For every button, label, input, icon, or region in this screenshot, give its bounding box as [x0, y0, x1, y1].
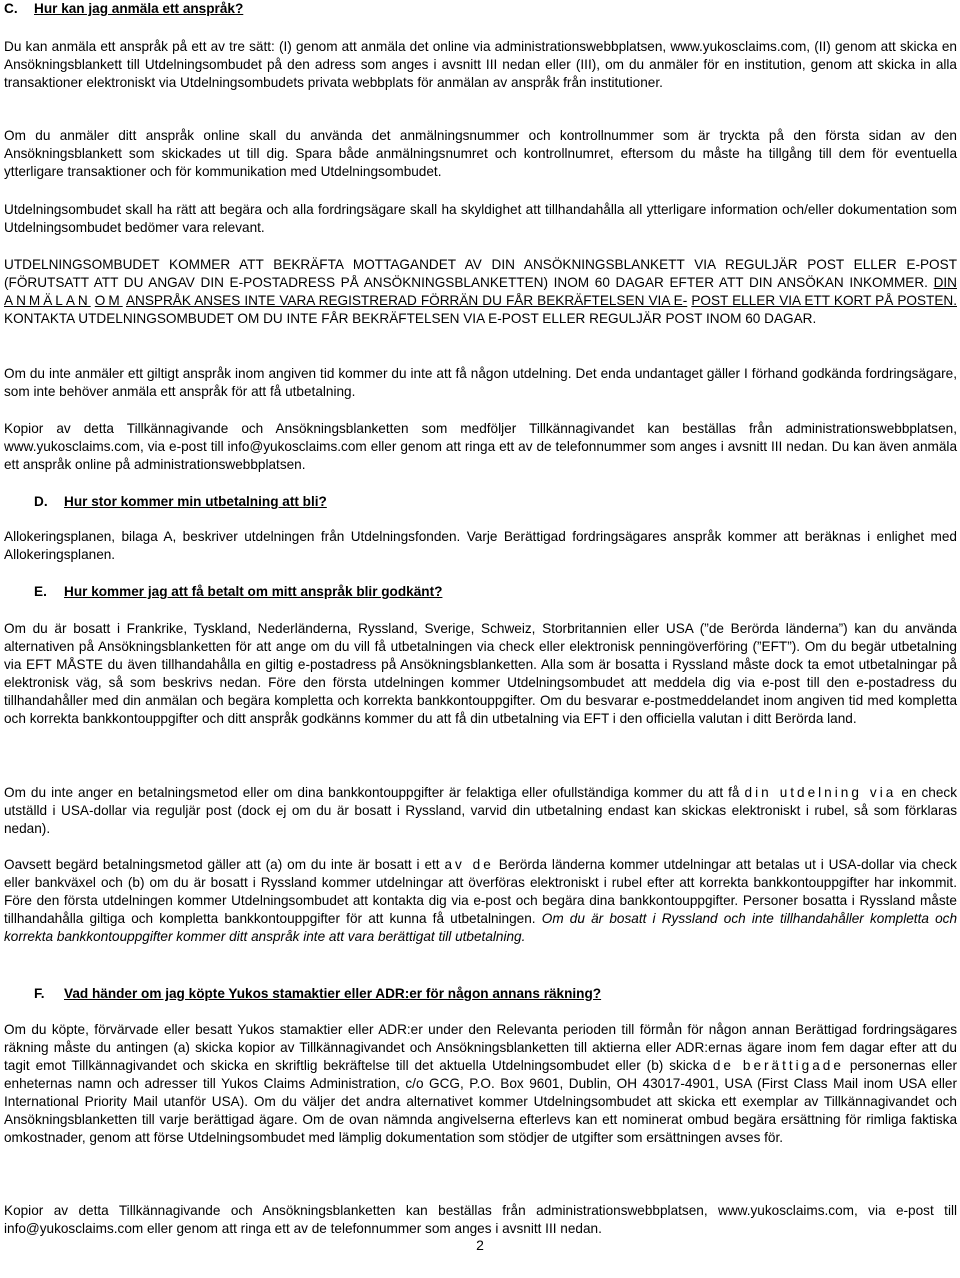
- paragraph: Du kan anmäla ett anspråk på ett av tre sätt: (I) genom att anmäla det online via administrationswebbplatsen, www.yukosclaims.com, (II) genom att skicka en Ansökningsblankett till Utdelningsombudet på den adress som anges i avsnitt III nedan eller (III), om du anmäler för en institution, genom att skicka in alla transaktioner elektroniskt via Utdelningsombudets privata webbplats för anmälan av anspråk från institutioner.: [4, 39, 957, 90]
- paragraph: Om du inte anger en betalningsmetod eller om dina bankkontouppgifter är felaktiga eller ofullständiga kommer du att få din utdelning via en check utställd i USA-dollar via reguljär post (dock ej om du är bosatt i Ryssland, varvid din utbetalning endast kan skickas elektroniskt i rubel, så som förklaras nedan).: [4, 785, 958, 836]
- paragraph: Om du är bosatt i Frankrike, Tyskland, Nederländerna, Ryssland, Sverige, Schweiz, Storbritannien eller USA (”de Berörda länderna”) kan du använda alternativen på Ansökningsblanketten för att ange om du vill få utbetalningen via check eller elektronisk penningöverföring (”EFT”). Om du begär utbetalning via EFT MÅSTE du även tillhandahålla en giltig e-postadress på Ansökningsblanketten. Alla som är bosatta i Ryssland måste dock ta emot utbetalningar på elektronisk väg, så som beskrivs nedan. Före den första utdelningen kommer Utdelningsombudet att meddela dig via e-post till den e-postadress du tillhandahåller med din anmälan och begära kompletta och korrekta bankkontouppgifter. Om du besvarar e-postmeddelandet inom angiven tid med kompletta och korrekta bankkontouppgifter och ditt anspråk godkänns kommer du att få din utbetalning via EFT i den officiella valutan i ditt Berörda land.: [4, 621, 958, 726]
- paragraph: Kopior av detta Tillkännagivande och Ansökningsblanketten som medföljer Tillkännagivandet kan beställas från administrationswebbplatsen, www.yukosclaims.com, via e-post till info@yukosclaims.com eller genom att ringa ett av de telefonnummer som anges i avsnitt III nedan. Du kan även anmäla ett anspråk online på administrationswebbplatsen.: [4, 421, 958, 472]
- section-d-heading: [34, 493, 327, 511]
- paragraph: UTDELNINGSOMBUDET KOMMER ATT BEKRÄFTA MOTTAGANDET AV DIN ANSÖKNINGSBLANKETT VIA REGULJÄR POST ELLER E-POST (FÖRUTSATT ATT DU ANGAV DIN E-POSTADRESS PÅ ANSÖKNINGSBLANKETTEN) INOM 60 DAGAR EFTER ATT DIN ANSÖKAN INKOMMER. DIN ANMÄLAN OM ANSPRÅK ANSES INTE VARA REGISTRERAD FÖRRÄN DU FÅR BEKRÄFTELSEN VIA E- POST ELLER VIA ETT KORT PÅ POSTEN. KONTAKTA UTDELNINGSOMBUDET OM DU INTE FÅR BEKRÄFTELSEN VIA E-POST ELLER REGULJÄR POST INOM 60 DAGAR.: [4, 257, 958, 326]
- section-title: Vad händer om jag köpte Yukos stamaktier eller ADR:er för någon annans räkning?: [64, 986, 602, 1001]
- paragraph: Om du köpte, förvärvade eller besatt Yukos stamaktier eller ADR:er under den Relevanta perioden till förmån för någon annan Berättigad fordringsägares räkning måste du antingen (a) skicka kopior av Tillkännagivandet och Ansökningsblanketten till aktierna eller ADR:ernas ägare inom fem dagar efter att du tagit emot Tillkännagivandet och skicka en skriftlig bekräftelse till det aktuella Utdelningsombudet eller (b) skicka de berättigade personernas eller enheternas namn och adresser till Yukos Claims Administration, c/o GCG, P.O. Box 9601, Dublin, OH 43017-4901, USA (First Class Mail inom USA eller International Priority Mail utanför USA). Om du väljer det andra alternativet kommer Utdelningsombudet att skicka ett exemplar av Tillkännagivandet och Ansökningsblanketten till varje berättigad ägare. Om de ovan nämnda angivelserna efterlevs kan ett nominerat ombud begära ersättning för rimliga faktiska omkostnader, genom att förse Utdelningsombudet med lämplig dokumentation som stödjer de utgifter som ersättningen avses för.: [4, 1022, 957, 1145]
- paragraph: Kopior av detta Tillkännagivande och Ansökningsblanketten kan beställas från administrationswebbplatsen, www.yukosclaims.com, via e-post till info@yukosclaims.com eller genom att ringa ett av de telefonnummer som anges i avsnitt III nedan.: [4, 1203, 957, 1236]
- paragraph: Om du anmäler ditt anspråk online skall du använda det anmälningsnummer och kontrollnummer som är tryckta på den första sidan av den Ansökningsblankett som skickades ut till dig. Spara både anmälningsnumret och kontrollnumret, eftersom du måste ha tillgång till dem för eventuella ytterligare transaktioner och för kommunikation med Utdelningsombudet.: [4, 128, 958, 179]
- page-number: 2: [476, 1237, 484, 1253]
- paragraph: Oavsett begärd betalningsmetod gäller att (a) om du inte är bosatt i ett av de Berörda länderna kommer utdelningar att betalas ut i USA-dollar via check eller bankväxel och (b) om du är bosatt i Ryssland kommer utdelningar att överföras elektroniskt i rubel efter att korrekta bankkontouppgifter har inkommit. Före den första utdelningen kommer Utdelningsombudet att kontakta dig via e-post och begära dina bankkontouppgifter. Personer bosatta i Ryssland måste tillhandahålla giltiga och kompletta bankkontouppgifter för att kunna få utbetalningen. Om du är bosatt i Ryssland och inte tillhandahåller kompletta och korrekta bankkontouppgifter kommer ditt anspråk inte att vara berättigat till utbetalning.: [4, 857, 957, 944]
- section-letter: D.: [34, 494, 48, 509]
- section-title: Hur kan jag anmäla ett anspråk?: [34, 1, 244, 16]
- section-title: Hur kommer jag att få betalt om mitt anspråk blir godkänt?: [64, 584, 443, 599]
- section-letter: F.: [34, 986, 45, 1001]
- section-e-heading: [34, 583, 442, 601]
- paragraph: Allokeringsplanen, bilaga A, beskriver utdelningen från Utdelningsfonden. Varje Berättigad fordringsägares anspråk kommer att beräknas i enlighet med Allokeringsplanen.: [4, 529, 957, 562]
- section-c-heading: [4, 0, 243, 18]
- paragraph: Utdelningsombudet skall ha rätt att begära och alla fordringsägare skall ha skyldighet att tillhandahålla all ytterligare information och/eller dokumentation som Utdelningsombudet bedömer vara relevant.: [4, 202, 957, 235]
- section-f-heading: [34, 985, 601, 1003]
- paragraph: Om du inte anmäler ett giltigt anspråk inom angiven tid kommer du inte att få någon utdelning. Det enda undantaget gäller I förhand godkända fordringsägare, som inte behöver anmäla ett anspråk för att få utbetalning.: [4, 366, 957, 399]
- section-letter: C.: [4, 1, 18, 16]
- section-title: Hur stor kommer min utbetalning att bli?: [64, 494, 327, 509]
- section-letter: E.: [34, 584, 47, 599]
